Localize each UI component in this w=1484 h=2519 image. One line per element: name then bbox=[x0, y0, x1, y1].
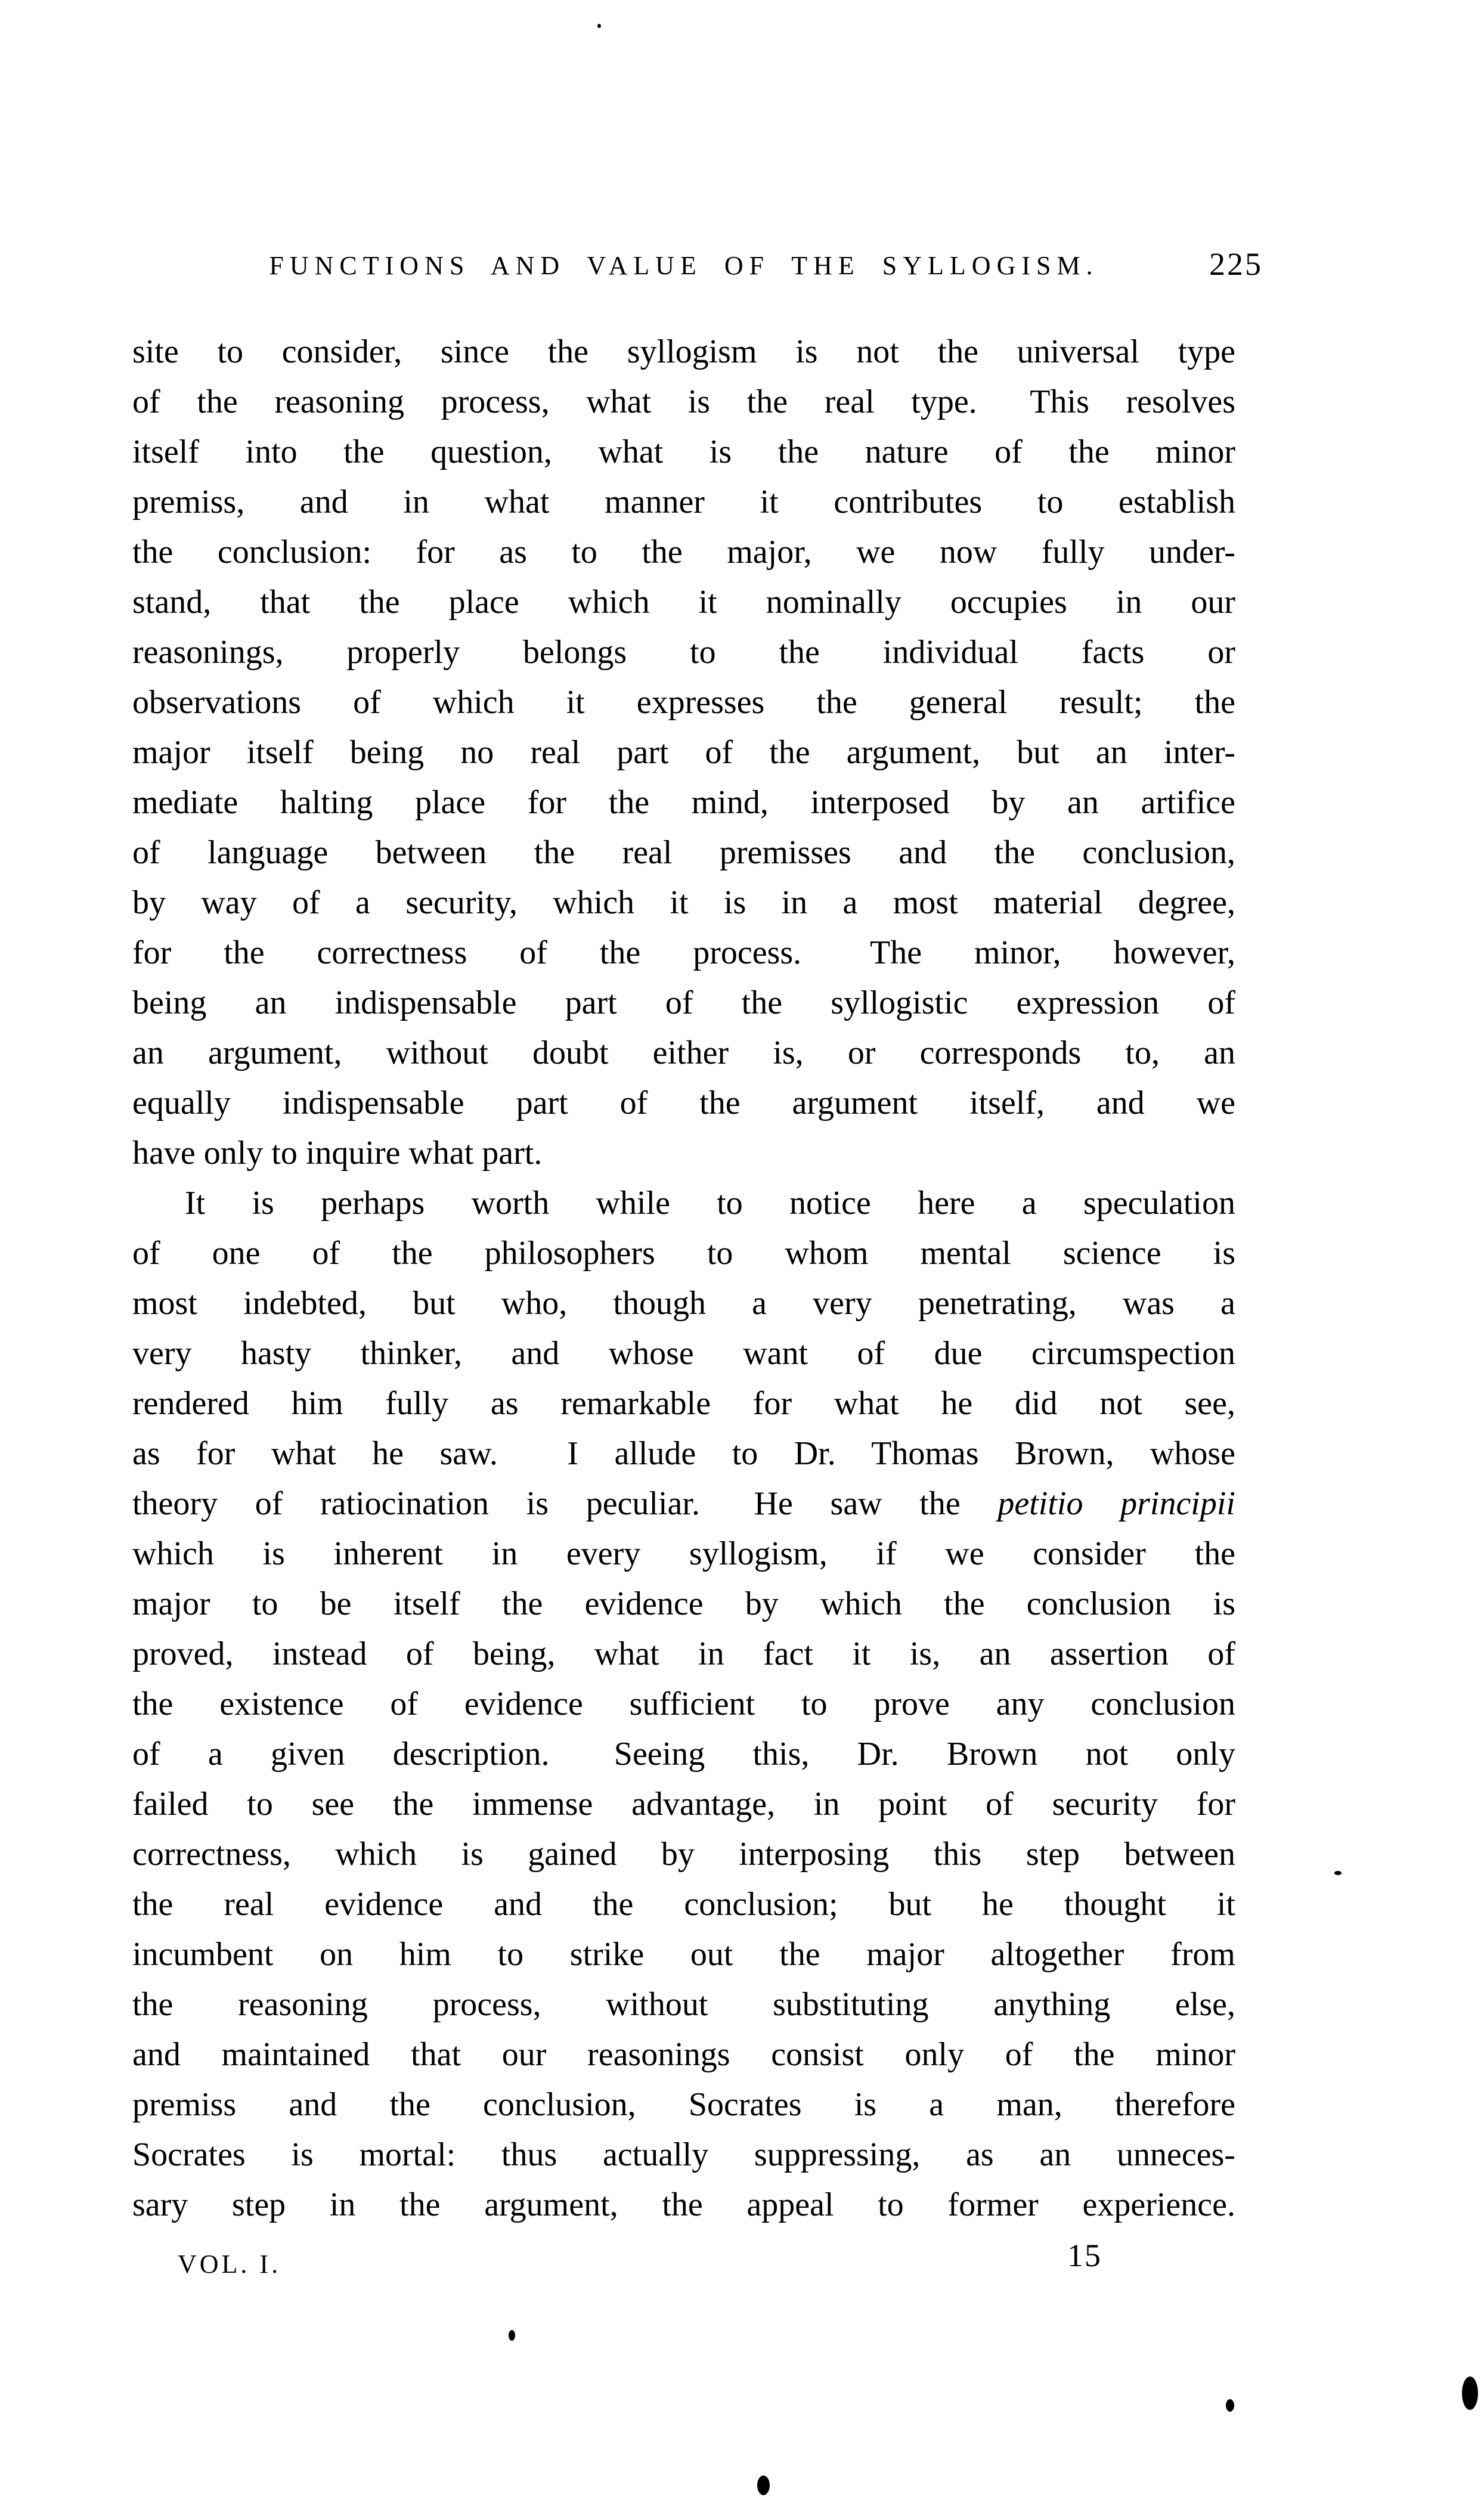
text-line bbox=[132, 1479, 1235, 1529]
text-segment: very hasty thinker, and whose want of due circumspection bbox=[132, 1335, 1235, 1372]
text-segment: failed to see the immense advantage, in point of security for bbox=[132, 1786, 1235, 1823]
text-segment: premiss and the conclusion, Socrates is a man, therefore bbox=[132, 2086, 1235, 2123]
ink-speck bbox=[1462, 2377, 1478, 2410]
text-segment: by way of a security, which it is in a most material degree, bbox=[132, 884, 1235, 921]
page-number: 225 bbox=[1209, 246, 1263, 282]
text-line bbox=[132, 1979, 1235, 2030]
text-line bbox=[132, 978, 1235, 1028]
text-segment: of one of the philosophers to whom mental science is bbox=[132, 1235, 1235, 1272]
text-segment: premiss, and in what manner it contributes to establish bbox=[132, 484, 1235, 520]
text-line bbox=[132, 1278, 1235, 1328]
text-segment: correctness, which is gained by interposing this step between bbox=[132, 1836, 1235, 1873]
text-segment: observations of which it expresses the general result; the bbox=[132, 684, 1235, 721]
volume-label: VOL. I. bbox=[178, 2250, 281, 2279]
text-segment: itself into the question, what is the nature of the minor bbox=[132, 433, 1235, 470]
text-segment: incumbent on him to strike out the major altogether from bbox=[132, 1936, 1235, 1973]
text-line bbox=[132, 2030, 1235, 2080]
ink-speck bbox=[597, 24, 601, 28]
ink-speck bbox=[1226, 2399, 1234, 2412]
text-line bbox=[132, 1779, 1235, 1829]
text-line bbox=[132, 1128, 1235, 1178]
text-segment: It is perhaps worth while to notice here a speculation bbox=[185, 1185, 1235, 1222]
text-segment: which is inherent in every syllogism, if we consider the bbox=[132, 1535, 1235, 1572]
text-segment: the reasoning process, without substituting anything else, bbox=[132, 1986, 1235, 2023]
text-line bbox=[132, 577, 1235, 627]
text-segment: the real evidence and the conclusion; but he thought it bbox=[132, 1886, 1235, 1923]
text-segment: mediate halting place for the mind, interposed by an artifice bbox=[132, 784, 1235, 821]
text-line bbox=[132, 1529, 1235, 1579]
text-segment: theory of ratiocination is peculiar. He saw the bbox=[132, 1485, 998, 1522]
text-segment: for the correctness of the process. The minor, however, bbox=[132, 934, 1235, 971]
text-line bbox=[132, 1228, 1235, 1278]
text-line bbox=[132, 1579, 1235, 1629]
text-line bbox=[132, 1679, 1235, 1729]
ink-speck bbox=[1334, 1871, 1342, 1875]
text-segment: stand, that the place which it nominally occupies in our bbox=[132, 584, 1235, 621]
text-line bbox=[132, 1729, 1235, 1779]
text-segment: of the reasoning process, what is the real type. This resolves bbox=[132, 383, 1235, 420]
text-segment: of language between the real premisses and the conclusion, bbox=[132, 834, 1235, 871]
text-segment: proved, instead of being, what in fact it is, an assertion of bbox=[132, 1635, 1235, 1672]
text-segment: of a given description. Seeing this, Dr. Brown not only bbox=[132, 1736, 1235, 1773]
text-segment: an argument, without doubt either is, or corresponds to, an bbox=[132, 1034, 1235, 1071]
text-segment: equally indispensable part of the argument itself, and we bbox=[132, 1085, 1235, 1121]
text-line bbox=[132, 828, 1235, 878]
text-line bbox=[132, 1378, 1235, 1429]
text-segment: Socrates is mortal: thus actually suppressing, as an unneces- bbox=[132, 2136, 1235, 2173]
text-segment: have only to inquire what part. bbox=[132, 1135, 543, 1172]
running-header-title: FUNCTIONS AND VALUE OF THE SYLLOGISM. bbox=[269, 251, 1099, 280]
text-line bbox=[132, 1829, 1235, 1879]
text-line bbox=[132, 1879, 1235, 1929]
text-line bbox=[132, 377, 1235, 427]
text-segment: most indebted, but who, though a very penetrating, was a bbox=[132, 1285, 1235, 1322]
text-segment: site to consider, since the syllogism is not the universal type bbox=[132, 333, 1235, 370]
text-segment: major itself being no real part of the argument, but an inter- bbox=[132, 734, 1235, 771]
text-segment: major to be itself the evidence by which the conclusion is bbox=[132, 1585, 1235, 1622]
text-line bbox=[132, 727, 1235, 777]
text-segment: the conclusion: for as to the major, we now fully under- bbox=[132, 534, 1235, 571]
page-header bbox=[132, 246, 1263, 282]
text-segment: reasonings, properly belongs to the individual facts or bbox=[132, 634, 1235, 671]
text-line bbox=[132, 878, 1235, 928]
text-line bbox=[132, 1078, 1235, 1128]
text-line bbox=[132, 1929, 1235, 1979]
text-segment: sary step in the argument, the appeal to former experience. bbox=[132, 2186, 1235, 2223]
text-line bbox=[132, 527, 1235, 577]
body-text bbox=[132, 327, 1235, 2230]
text-line bbox=[132, 1028, 1235, 1078]
text-segment: rendered him fully as remarkable for what he did not see, bbox=[132, 1385, 1235, 1422]
text-line bbox=[132, 427, 1235, 477]
text-segment: the existence of evidence sufficient to prove any conclusion bbox=[132, 1685, 1235, 1722]
text-line bbox=[132, 777, 1235, 828]
text-segment: being an indispensable part of the syllogistic expression of bbox=[132, 984, 1235, 1021]
text-line bbox=[132, 2080, 1235, 2130]
text-line bbox=[132, 627, 1235, 677]
ink-speck bbox=[757, 2475, 770, 2495]
text-line bbox=[132, 2130, 1235, 2180]
text-line bbox=[132, 1178, 1235, 1228]
text-segment: as for what he saw. I allude to Dr. Thomas Brown, whose bbox=[132, 1435, 1235, 1472]
ink-speck bbox=[509, 2330, 515, 2341]
text-line bbox=[132, 677, 1235, 727]
italic-phrase: petitio principii bbox=[997, 1485, 1235, 1522]
text-line bbox=[132, 1629, 1235, 1679]
text-line bbox=[132, 1429, 1235, 1479]
signature-number: 15 bbox=[1067, 2238, 1102, 2273]
text-line bbox=[132, 1328, 1235, 1378]
text-line bbox=[132, 928, 1235, 978]
text-segment: and maintained that our reasonings consist only of the minor bbox=[132, 2036, 1235, 2073]
text-line bbox=[132, 327, 1235, 377]
text-line bbox=[132, 477, 1235, 527]
text-line bbox=[132, 2180, 1235, 2230]
